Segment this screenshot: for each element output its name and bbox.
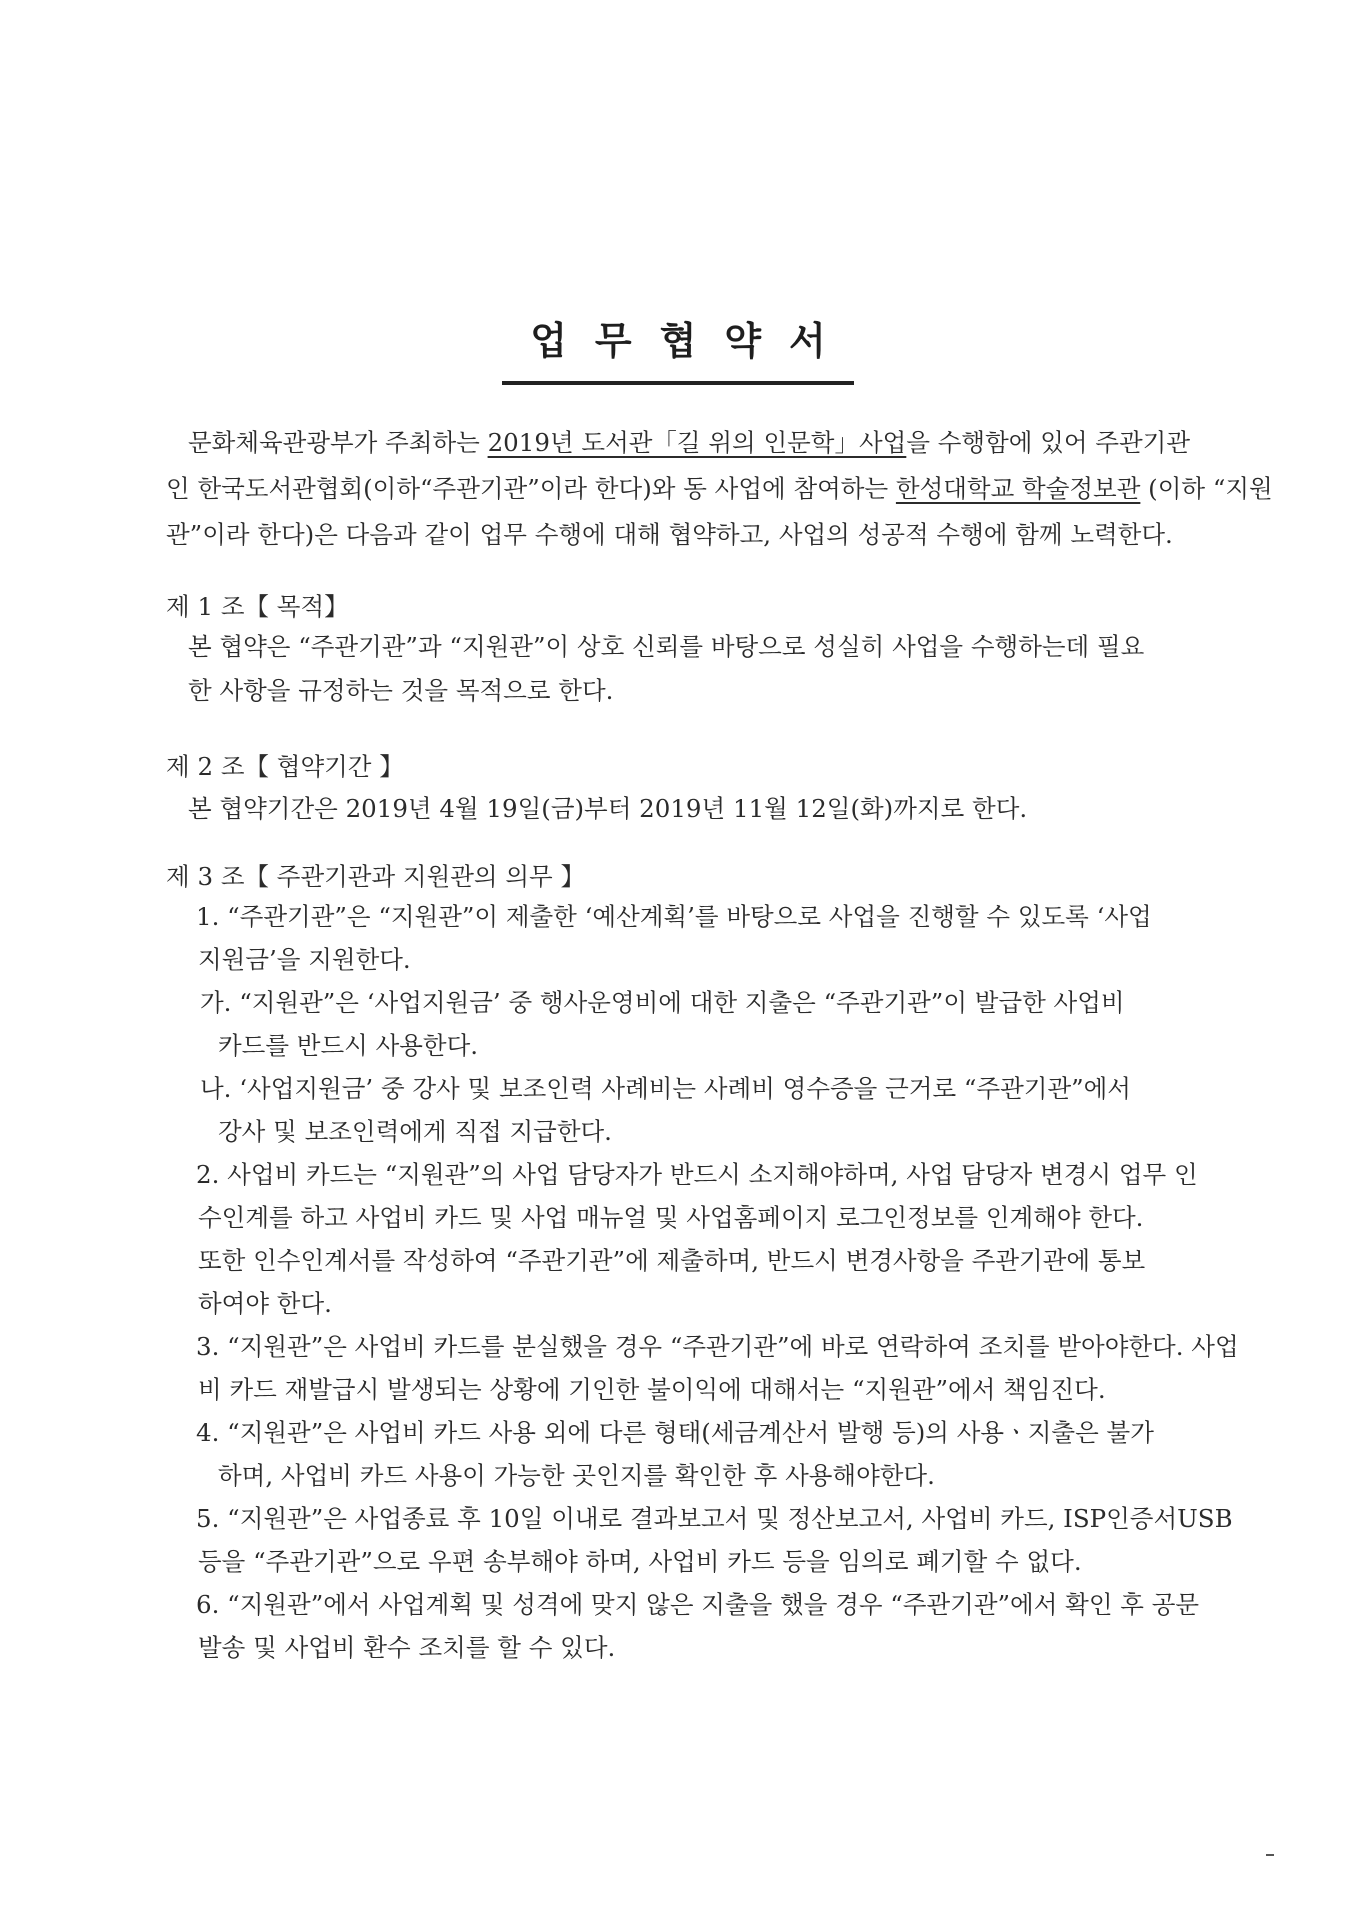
article-3-line: 비 카드 재발급시 발생되는 상황에 기인한 불이익에 대해서는 “지원관”에서 책임진다. [198,1375,1106,1404]
article-3-line: 하여야 한다. [198,1289,332,1318]
article-3-line: 5. “지원관”은 사업종료 후 10일 이내로 결과보고서 및 정산보고서, 사업비 카드, ISP인증서USB [196,1504,1233,1533]
article-3-line: 나. ‘사업지원금’ 중 강사 및 보조인력 사례비는 사례비 영수증을 근거로 “주관기관”에서 [200,1074,1131,1103]
article-3-line: 지원금’을 지원한다. [198,945,411,974]
article-3-line: 2. 사업비 카드는 “지원관”의 사업 담당자가 반드시 소지해야하며, 사업 담당자 변경시 업무 인 [196,1160,1198,1189]
intro-line-3: 관”이라 한다)은 다음과 같이 업무 수행에 대해 협약하고, 사업의 성공적 수행에 함께 노력한다. [166,520,1173,549]
article-3-line: 강사 및 보조인력에게 직접 지급한다. [218,1117,612,1146]
partner-name: 한성대학교 학술정보관 [895,474,1141,503]
scan-mark [1266,1854,1274,1856]
article-3-line: 수인계를 하고 사업비 카드 및 사업 매뉴얼 및 사업홈페이지 로그인정보를 인계해야 한다. [198,1203,1144,1232]
title-block [0,310,1356,385]
article-3-line: 6. “지원관”에서 사업계획 및 성격에 맞지 않은 지출을 했을 경우 “주관기관”에서 확인 후 공문 [196,1590,1200,1619]
article-3-line: 등을 “주관기관”으로 우편 송부해야 하며, 사업비 카드 등을 임의로 폐기할 수 없다. [198,1547,1082,1576]
intro-line-1: 문화체육관광부가 주최하는 2019년 도서관「길 위의 인문학」사업을 수행함에 있어 주관기관 [188,428,1191,457]
article-1-line: 한 사항을 규정하는 것을 목적으로 한다. [188,676,614,705]
article-3-line: 4. “지원관”은 사업비 카드 사용 외에 다른 형태(세금계산서 발행 등)의 사용ㆍ지출은 불가 [196,1418,1154,1447]
article-3-heading: 제 3 조【 주관기관과 지원관의 의무 】 [166,862,585,891]
article-3-line: 3. “지원관”은 사업비 카드를 분실했을 경우 “주관기관”에 바로 연락하여 조치를 받아야한다. 사업 [196,1332,1239,1361]
article-1-line: 본 협약은 “주관기관”과 “지원관”이 상호 신뢰를 바탕으로 성실히 사업을 수행하는데 필요 [188,632,1145,661]
article-3-line: 발송 및 사업비 환수 조치를 할 수 있다. [198,1633,616,1662]
article-3-line: 또한 인수인계서를 작성하여 “주관기관”에 제출하며, 반드시 변경사항을 주관기관에 통보 [198,1246,1146,1275]
document-title: 업무협약서 [502,310,854,385]
article-3-line: 가. “지원관”은 ‘사업지원금’ 중 행사운영비에 대한 지출은 “주관기관”이 발급한 사업비 [200,988,1125,1017]
article-3-line: 카드를 반드시 사용한다. [218,1031,479,1060]
article-3-line: 하며, 사업비 카드 사용이 가능한 곳인지를 확인한 후 사용해야한다. [218,1461,935,1490]
article-2-heading: 제 2 조【 협약기간 】 [166,752,404,781]
article-1-heading: 제 1 조【 목적】 [166,592,349,621]
project-name: 2019년 도서관「길 위의 인문학」사업 [487,428,907,457]
article-3-line: 1. “주관기관”은 “지원관”이 제출한 ‘예산계획’를 바탕으로 사업을 진행할 수 있도록 ‘사업 [196,902,1152,931]
intro-line-2: 인 한국도서관협회(이하“주관기관”이라 한다)와 동 사업에 참여하는 한성대학교 학술정보관 (이하 “지원 [166,474,1273,503]
article-2-line: 본 협약기간은 2019년 4월 19일(금)부터 2019년 11월 12일(화)까지로 한다. [188,794,1028,823]
